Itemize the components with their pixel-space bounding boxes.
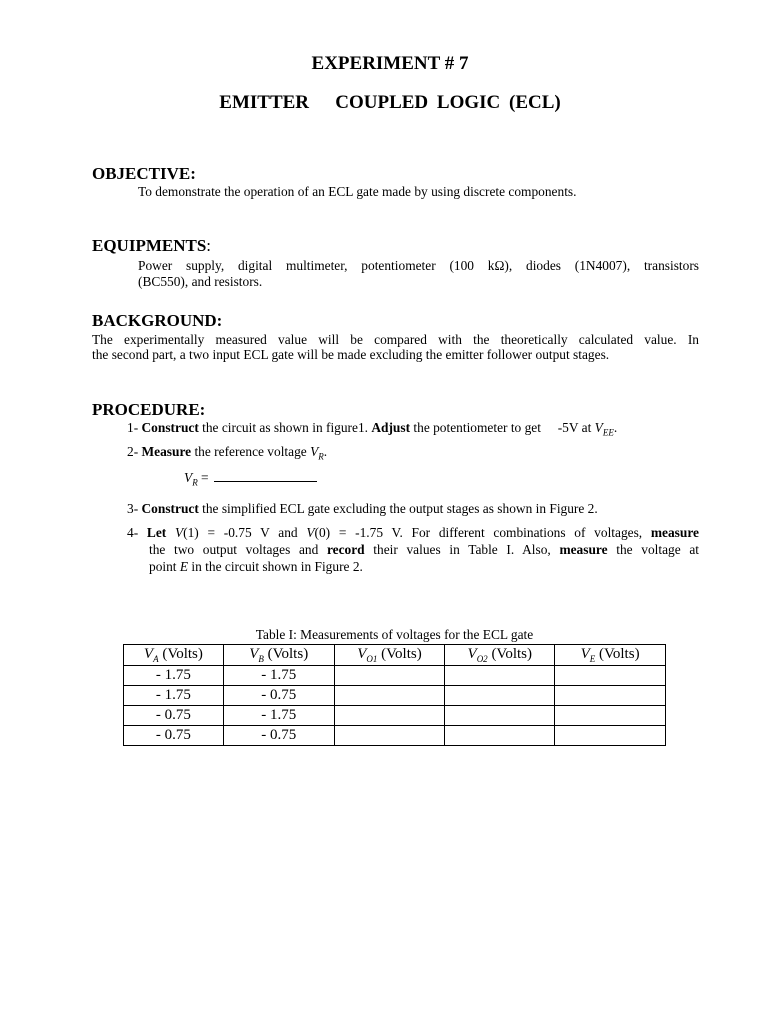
header-vo1: $V_{O1}$ (Volts) [334, 645, 445, 666]
table-cell [555, 706, 666, 726]
procedure-step-3: 3- Construct the simplified ECL gate excluding the output stages as shown in Figure 2. [127, 501, 598, 516]
document-subtitle: EMITTER COUPLED LOGIC (ECL) [219, 92, 561, 113]
vr-answer-blank [214, 470, 317, 482]
procedure-step-2: 2- Measure the reference voltage $V_R$. [127, 444, 328, 462]
procedure-step-1: 1- Construct the circuit as shown in figure1. Adjust the potentiometer to get -5V at $V_{EE}$. [127, 420, 618, 438]
table-cell [555, 666, 666, 686]
procedure-heading: PROCEDURE: [92, 400, 206, 419]
procedure-step-4-line-3: point E in the circuit shown in Figure 2. [149, 559, 363, 574]
table-cell: - 1.75 [124, 686, 224, 706]
header-vo2: $V_{O2}$ (Volts) [445, 645, 555, 666]
table-row [124, 686, 666, 706]
table-cell [334, 726, 445, 746]
table-cell: - 1.75 [124, 666, 224, 686]
objective-text: To demonstrate the operation of an ECL gate made by using discrete components. [138, 184, 577, 199]
background-line-2: the second part, a two input ECL gate will be made excluding the emitter follower output stages. [92, 347, 610, 362]
table-cell [445, 726, 555, 746]
objective-heading: OBJECTIVE: [92, 164, 196, 183]
table-cell [334, 706, 445, 726]
equipments-line-2: (BC550), and resistors. [138, 274, 263, 289]
procedure-step-4-line-2: the two output voltages and record their values in Table I. Also, measure the voltage at [149, 542, 699, 557]
table-caption: Table I: Measurements of voltages for the ECL gate [255, 627, 534, 642]
table-cell: - 0.75 [223, 686, 334, 706]
header-vb: $V_B$ (Volts) [223, 645, 334, 666]
procedure-step-4-line-1: 4- Let V(1) = -0.75 V and V(0) = -1.75 V. For different combinations of voltages, measure [127, 525, 699, 540]
table-cell [334, 686, 445, 706]
table-cell [445, 666, 555, 686]
table-cell [555, 726, 666, 746]
header-ve: $V_E$ (Volts) [555, 645, 666, 666]
table-row [124, 726, 666, 746]
header-va: $V_A$ (Volts) [124, 645, 224, 666]
table-cell: - 1.75 [223, 706, 334, 726]
vr-answer-line: $V_R$ = [184, 470, 317, 491]
table-cell [445, 706, 555, 726]
equipments-line-1: Power supply, digital multimeter, potentiometer (100 kΩ), diodes (1N4007), transistors [138, 258, 699, 273]
table-header-row [124, 645, 666, 666]
equipments-heading: EQUIPMENTS: [92, 236, 212, 255]
table-cell: - 0.75 [124, 706, 224, 726]
table-cell [445, 686, 555, 706]
table-cell: - 1.75 [223, 666, 334, 686]
table-cell: - 0.75 [223, 726, 334, 746]
document-title: EXPERIMENT # 7 [311, 53, 469, 74]
measurement-table [123, 644, 666, 746]
table-cell: - 0.75 [124, 726, 224, 746]
table-cell [334, 666, 445, 686]
table-row [124, 666, 666, 686]
background-heading: BACKGROUND: [92, 311, 223, 330]
table-row [124, 706, 666, 726]
background-line-1: The experimentally measured value will be compared with the theoretically calculated value. In [92, 332, 699, 347]
table-cell [555, 686, 666, 706]
